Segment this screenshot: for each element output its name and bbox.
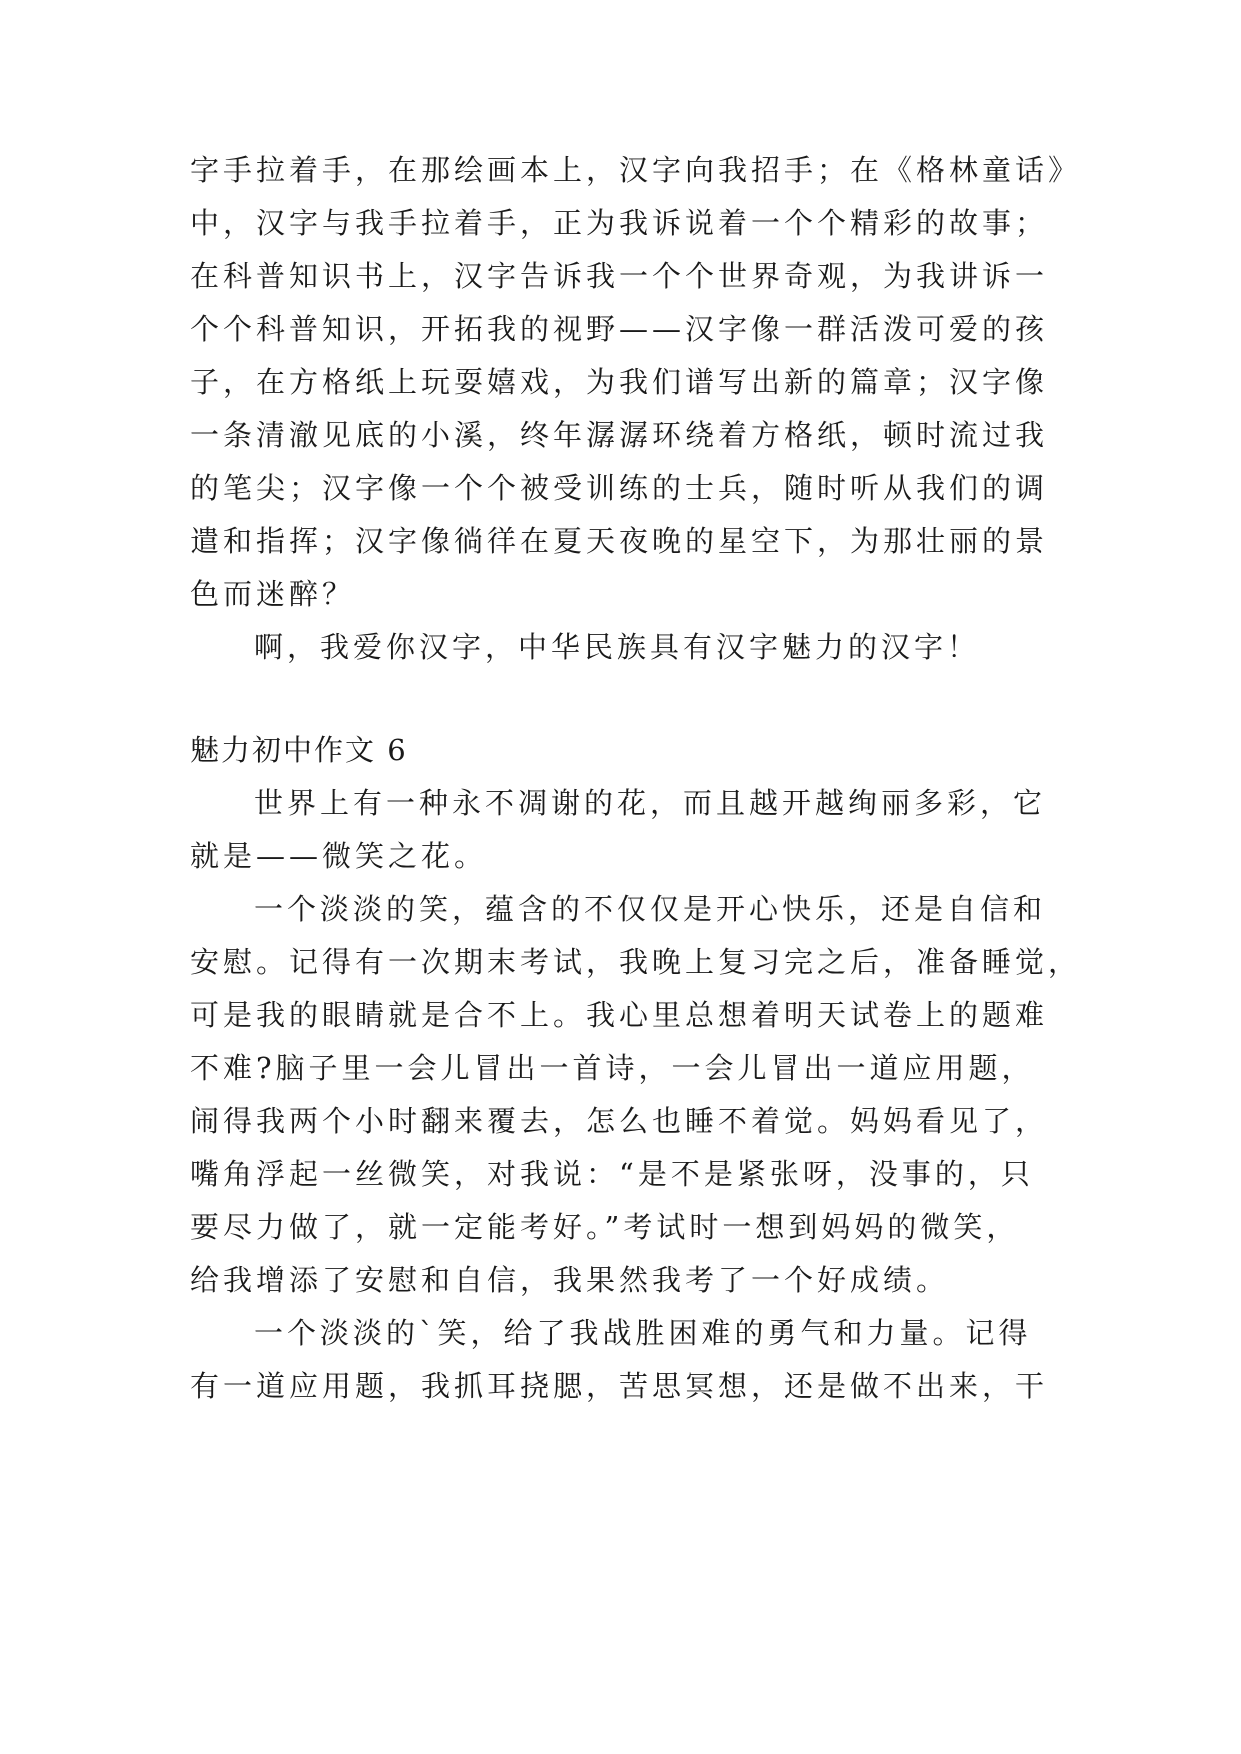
text-line: 遣和指挥；汉字像徜徉在夏天夜晚的星空下，为那壮丽的景 [190, 524, 1049, 558]
section-title: 魅力初中作文 6 [190, 733, 408, 767]
text-line: 一个淡淡的`笑，给了我战胜困难的勇气和力量。记得 [254, 1316, 1032, 1350]
text-line: 中，汉字与我手拉着手，正为我诉说着一个个精彩的故事； [190, 206, 1049, 240]
text-line: 有一道应用题，我抓耳挠腮，苦思冥想，还是做不出来，干 [190, 1369, 1049, 1403]
text-line: 安慰。记得有一次期末考试，我晚上复习完之后，准备睡觉， [190, 945, 1082, 979]
text-line: 世界上有一种永不凋谢的花，而且越开越绚丽多彩，它 [254, 786, 1047, 820]
text-line: 不难?脑子里一会儿冒出一首诗，一会儿冒出一道应用题， [190, 1051, 1035, 1085]
closing-line: 啊，我爱你汉字，中华民族具有汉字魅力的汉字！ [254, 630, 981, 664]
text-line: 的笔尖；汉字像一个个被受训练的士兵，随时听从我们的调 [190, 471, 1049, 505]
text-line: 在科普知识书上，汉字告诉我一个个世界奇观，为我讲诉一 [190, 259, 1049, 293]
text-line: 色而迷醉？ [190, 577, 356, 611]
text-line: 要尽力做了，就一定能考好。”考试时一想到妈妈的微笑， [190, 1210, 1020, 1244]
text-line: 可是我的眼睛就是合不上。我心里总想着明天试卷上的题难 [190, 998, 1049, 1032]
text-line: 一条清澈见底的小溪，终年潺潺环绕着方格纸，顿时流过我 [190, 418, 1049, 452]
text-line: 个个科普知识，开拓我的视野——汉字像一群活泼可爱的孩 [190, 312, 1049, 346]
text-line: 子，在方格纸上玩耍嬉戏，为我们谱写出新的篇章；汉字像 [190, 365, 1049, 399]
text-line: 字手拉着手，在那绘画本上，汉字向我招手；在《格林童话》 [190, 153, 1082, 187]
text-line: 嘴角浮起一丝微笑，对我说：“是不是紧张呀，没事的，只 [190, 1157, 1034, 1191]
text-line: 给我增添了安慰和自信，我果然我考了一个好成绩。 [190, 1263, 950, 1297]
text-line: 一个淡淡的笑，蕴含的不仅仅是开心快乐，还是自信和 [254, 892, 1047, 926]
text-line: 闹得我两个小时翻来覆去，怎么也睡不着觉。妈妈看见了， [190, 1104, 1049, 1138]
text-line: 就是——微笑之花。 [190, 839, 488, 873]
